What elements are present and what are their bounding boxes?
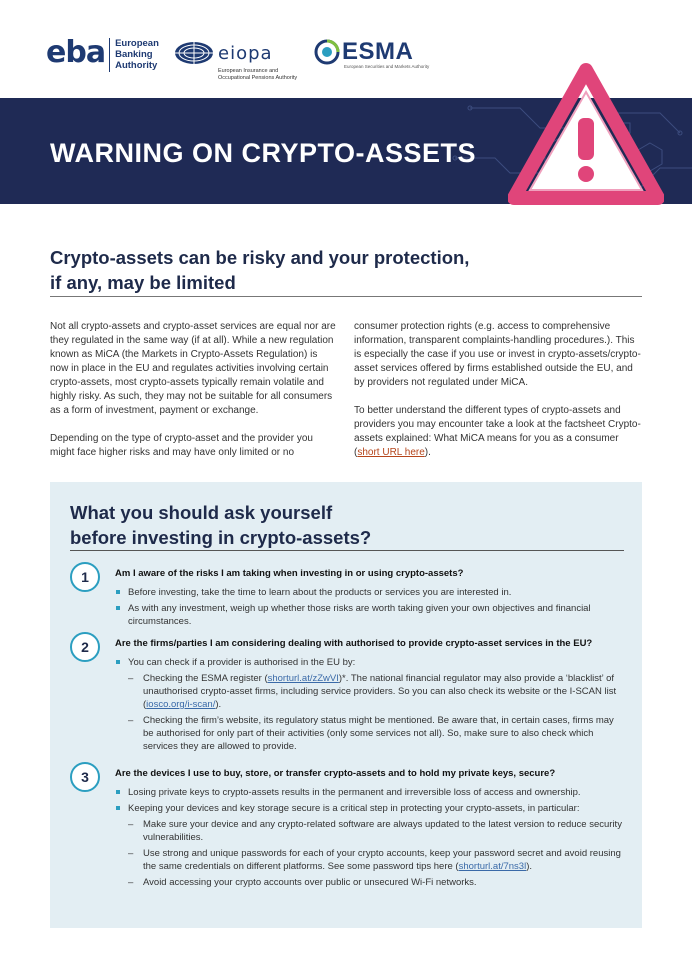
- eba-logo-text: [115, 38, 159, 71]
- checklist-title-line: before investing in crypto-assets?: [70, 527, 372, 548]
- eba-logo-line: Banking: [115, 49, 153, 60]
- text-span: To better understand the different types of crypto-assets and providers you may encounter take a look at the factsheet Crypto-assets explained: What MiCA means for you as a consumer (: [354, 405, 641, 458]
- section-heading-line: if any, may be limited: [50, 272, 236, 293]
- warning-triangle-icon: [508, 62, 664, 218]
- question-heading: Are the devices I use to buy, store, or transfer crypto-assets and to hold my private keys, secure?: [115, 768, 556, 779]
- eiopa-sub-line: Occupational Pensions Authority: [218, 75, 298, 81]
- text-span: )*. The national financial regulator may also provide a ‘blacklist’ of unauthorised crypto-asset firms, including service providers. So you can also check its website or the I-SCAN list (: [143, 673, 617, 710]
- eba-logo-divider: [109, 38, 110, 72]
- bullet-item: Keeping your devices and key storage secure is a critical step in protecting your crypto-assets, in particular:: [115, 802, 625, 815]
- banner-title: WARNING ON CRYPTO-ASSETS: [50, 138, 477, 168]
- sub-item: – Checking the firm’s website, its regulatory status might be mentioned. Be aware that, in certain cases, firms may be authorised for only part of their activities (only some services not all). So, make sure to also check which services they are allowed to provide.: [115, 714, 625, 753]
- intro-paragraph: Not all crypto-assets and crypto-asset services are equal nor are they regulated in the same way (if at all). While a new regulation known as MiCA (the Markets in Crypto-Assets Regulation) is now in place in the EU and regulates activities involving certain crypto-assets, most crypto-assets typically remain volatile and highly risky. As such, they may not be suitable for all consumers as a form of investment, payment or exchange.: [50, 321, 336, 416]
- eiopa-emblem-icon: [174, 40, 214, 66]
- intro-column-left: [50, 320, 337, 474]
- eiopa-logo-word: eiopa: [218, 42, 273, 64]
- question-heading: Am I aware of the risks I am taking when investing in or using crypto-assets?: [115, 568, 464, 579]
- esma-logo-subtitle: European Securities and Markets Authority: [344, 64, 430, 69]
- intro-paragraph: Depending on the type of crypto-asset and the provider you might face higher risks and may have only limited or no: [50, 433, 313, 458]
- password-tips-link[interactable]: shorturl.at/7ns3l: [458, 861, 527, 872]
- text-span: ).: [424, 447, 431, 458]
- iscan-link[interactable]: iosco.org/i-scan/: [146, 699, 216, 710]
- question-number-badge: 2: [70, 632, 100, 662]
- text-span: ).: [526, 861, 532, 872]
- eba-logo-line: European: [115, 38, 159, 49]
- short-url-link[interactable]: short URL here: [357, 447, 425, 458]
- eiopa-logo: [174, 40, 297, 82]
- question-number-badge: 1: [70, 562, 100, 592]
- intro-paragraph: [354, 404, 641, 460]
- esma-register-link[interactable]: shorturl.at/zZwVI: [267, 673, 339, 684]
- intro-column-right: [354, 320, 641, 474]
- section-heading-line: Crypto-assets can be risky and your protection,: [50, 247, 470, 268]
- text-span: ).: [215, 699, 222, 710]
- question-body: [115, 786, 625, 892]
- sub-item: – Avoid accessing your crypto accounts over public or unsecured Wi-Fi networks.: [115, 876, 625, 889]
- bullet-item: Losing private keys to crypto-assets results in the permanent and irreversible loss of access and ownership.: [115, 786, 625, 799]
- sub-item: – Make sure your device and any crypto-related software are always updated to the latest version to reduce security vulnerabilities.: [115, 818, 625, 844]
- divider: [70, 550, 624, 551]
- question-heading: Are the firms/parties I am considering dealing with authorised to provide crypto-asset services in the EU?: [115, 638, 593, 649]
- text-span: Checking the ESMA register (: [143, 673, 268, 684]
- eba-logo-mark: eba: [46, 35, 106, 70]
- checklist-title: [70, 500, 371, 550]
- esma-logo-word: ESMA: [342, 38, 414, 65]
- checklist-box: [50, 482, 642, 928]
- question-body: [115, 656, 625, 756]
- bullet-item: You can check if a provider is authorised in the EU by:: [115, 656, 625, 669]
- eba-logo-line: Authority: [115, 60, 158, 71]
- checklist-title-line: What you should ask yourself: [70, 502, 333, 523]
- eba-logo: [46, 35, 159, 72]
- bullet-item: Before investing, take the time to learn about the products or services you are interested in.: [115, 586, 625, 599]
- esma-emblem-icon: [314, 39, 340, 65]
- question-number-badge: 3: [70, 762, 100, 792]
- sub-item: [115, 672, 625, 711]
- sub-item: [115, 847, 625, 873]
- section-heading: [50, 245, 620, 295]
- text-span: Use strong and unique passwords for each of your crypto accounts, keep your password secret and avoid reusing the same credentials on different platforms. See some password tips here (: [143, 848, 621, 872]
- bullet-item: As with any investment, weigh up whether those risks are worth taking given your own objectives and financial circumstances.: [115, 602, 625, 628]
- question-body: [115, 586, 625, 631]
- eiopa-sub-line: European Insurance and: [218, 68, 279, 74]
- esma-logo: [314, 38, 429, 69]
- divider: [50, 296, 642, 297]
- intro-paragraph: consumer protection rights (e.g. access to comprehensive information, transparent complaints-handling procedures.). This is especially the case if you use or invest in crypto-assets/crypto-asset services offered by firms established outside the EU, and by providers not regulated under MiCA.: [354, 321, 641, 388]
- eiopa-logo-subtitle: [218, 68, 297, 82]
